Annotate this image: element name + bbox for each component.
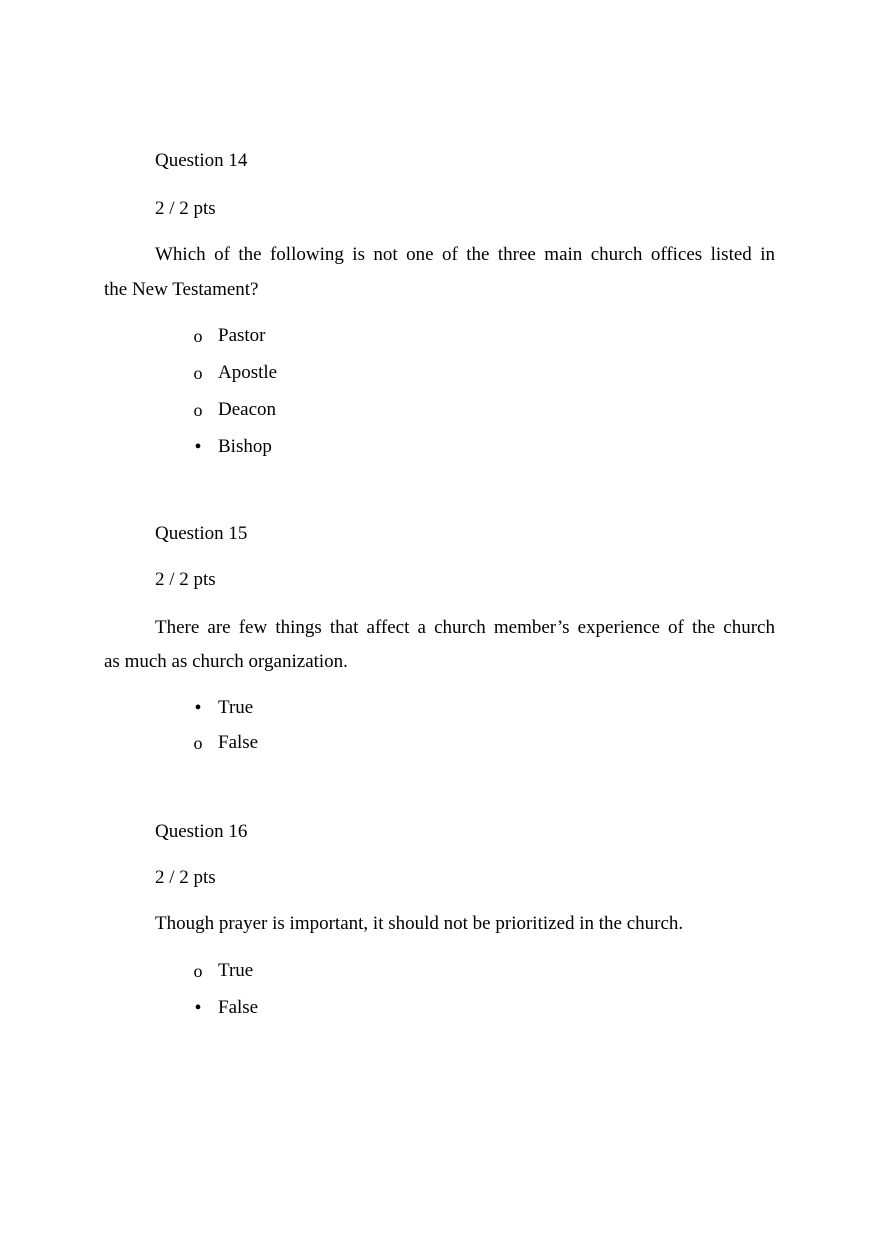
- question-text-line1: Which of the following is not one of the three main church offices listed in: [155, 244, 775, 265]
- question-points: 2 / 2 pts: [155, 198, 216, 219]
- question-text-line2: as much as church organization.: [104, 651, 348, 672]
- option-label: False: [218, 732, 259, 753]
- radio-empty-icon: o: [193, 733, 203, 753]
- radio-empty-icon: o: [193, 400, 203, 420]
- question-text-line2: the New Testament?: [104, 279, 259, 300]
- bullet-selected-icon: •: [194, 697, 202, 719]
- option-label: Apostle: [218, 362, 278, 383]
- radio-empty-icon: o: [193, 961, 203, 981]
- radio-empty-icon: o: [193, 326, 203, 346]
- question-text-line1: There are few things that affect a church member’s experience of the church: [155, 617, 775, 638]
- bullet-selected-icon: •: [194, 436, 202, 458]
- option-label: True: [218, 960, 254, 981]
- radio-empty-icon: o: [193, 363, 203, 383]
- option-label: Pastor: [218, 325, 266, 346]
- option-label: False: [218, 997, 259, 1018]
- bullet-selected-icon: •: [194, 997, 202, 1019]
- option-label: Bishop: [218, 436, 272, 457]
- question-points: 2 / 2 pts: [155, 569, 216, 590]
- option-label: Deacon: [218, 399, 277, 420]
- question-points: 2 / 2 pts: [155, 867, 216, 888]
- question-title: Question 16: [155, 821, 248, 842]
- question-title: Question 14: [155, 150, 248, 171]
- option-label: True: [218, 697, 254, 718]
- question-text-line1: Though prayer is important, it should not be prioritized in the church.: [155, 913, 684, 934]
- question-title: Question 15: [155, 523, 248, 544]
